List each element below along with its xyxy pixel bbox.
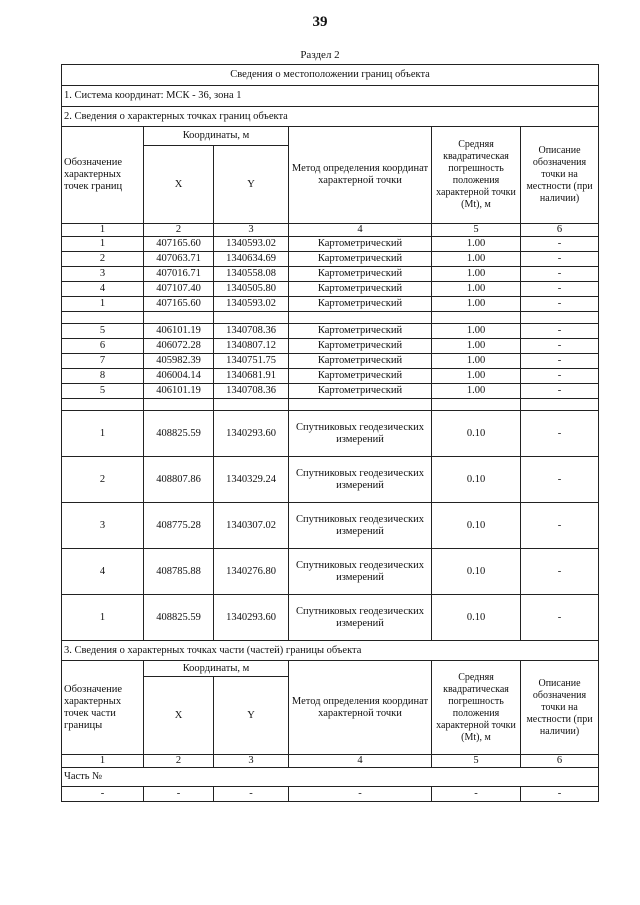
method: Спутниковых геодезических измерений [289, 549, 432, 595]
error: 1.00 [432, 252, 521, 267]
method: Спутниковых геодезических измерений [289, 411, 432, 457]
error: 1.00 [432, 324, 521, 339]
coord-y: 1340593.02 [214, 297, 289, 312]
point-id: 7 [62, 354, 144, 369]
part-header-method: Метод определения координат характерной точки [289, 661, 432, 755]
coord-x: 408807.86 [144, 457, 214, 503]
point-id: 5 [62, 384, 144, 399]
point-id: 1 [62, 411, 144, 457]
point-id: 6 [62, 339, 144, 354]
coord-y: 1340708.36 [214, 384, 289, 399]
description: - [521, 282, 599, 297]
coord-x: 407107.40 [144, 282, 214, 297]
error: 0.10 [432, 503, 521, 549]
column-number: 2 [144, 224, 214, 237]
description: - [521, 252, 599, 267]
header-x: X [144, 146, 214, 224]
coord-x: 406072.28 [144, 339, 214, 354]
coord-y: 1340807.12 [214, 339, 289, 354]
method: Спутниковых геодезических измерений [289, 457, 432, 503]
method: Картометрический [289, 369, 432, 384]
part-header-x: X [144, 677, 214, 755]
error: 0.10 [432, 411, 521, 457]
point-id: 4 [62, 282, 144, 297]
description: - [521, 369, 599, 384]
description: - [521, 297, 599, 312]
coord-x: 408775.28 [144, 503, 214, 549]
empty-cell [144, 399, 214, 411]
description: - [521, 549, 599, 595]
description: - [521, 237, 599, 252]
description: - [521, 384, 599, 399]
coord-system: 1. Система координат: МСК - 36, зона 1 [62, 86, 599, 107]
part-header-designation: Обозначение характерных точек части границы [62, 661, 144, 755]
table-row [62, 237, 599, 252]
coord-y: 1340329.24 [214, 457, 289, 503]
part-points-section-title: 3. Сведения о характерных точках части (частей) границы объекта [62, 641, 599, 661]
empty-cell [62, 312, 144, 324]
column-number: 1 [62, 224, 144, 237]
coord-y: 1340307.02 [214, 503, 289, 549]
point-id: 2 [62, 252, 144, 267]
point-id: 1 [62, 297, 144, 312]
coord-x: 407016.71 [144, 267, 214, 282]
error: 1.00 [432, 339, 521, 354]
column-number: 3 [214, 755, 289, 768]
empty-cell [521, 312, 599, 324]
coord-y: 1340751.75 [214, 354, 289, 369]
boundary-table [61, 64, 599, 802]
error: 1.00 [432, 267, 521, 282]
column-number: 5 [432, 224, 521, 237]
method: Картометрический [289, 324, 432, 339]
coord-x: 406004.14 [144, 369, 214, 384]
part-x: - [144, 787, 214, 802]
error: 0.10 [432, 595, 521, 641]
column-number: 2 [144, 755, 214, 768]
part-data-row [62, 787, 599, 802]
description: - [521, 339, 599, 354]
empty-cell [432, 312, 521, 324]
method: Картометрический [289, 252, 432, 267]
spacer-row [62, 399, 599, 411]
header-description: Описание обозначения точки на местности (при наличии) [521, 127, 599, 224]
part-header-description: Описание обозначения точки на местности (при наличии) [521, 661, 599, 755]
description: - [521, 324, 599, 339]
table-row [62, 354, 599, 369]
point-id: 2 [62, 457, 144, 503]
table-row [62, 252, 599, 267]
coord-x: 407165.60 [144, 297, 214, 312]
error: 1.00 [432, 369, 521, 384]
page-number: 39 [312, 14, 328, 30]
part-header-coordinates: Координаты, м [144, 661, 289, 677]
part-id: - [62, 787, 144, 802]
empty-cell [289, 399, 432, 411]
error: 1.00 [432, 297, 521, 312]
table-row [62, 549, 599, 595]
coord-y: 1340505.80 [214, 282, 289, 297]
description: - [521, 267, 599, 282]
spacer-row [62, 312, 599, 324]
method: Картометрический [289, 354, 432, 369]
error: 1.00 [432, 282, 521, 297]
error: 0.10 [432, 457, 521, 503]
empty-cell [289, 312, 432, 324]
coord-x: 408825.59 [144, 411, 214, 457]
part-header-error: Средняя квадратическая погрешность положения характерной точки (Mt), м [432, 661, 521, 755]
table-row [62, 297, 599, 312]
part-error: - [432, 787, 521, 802]
error: 1.00 [432, 384, 521, 399]
column-number: 1 [62, 755, 144, 768]
table-row [62, 595, 599, 641]
coord-y: 1340276.80 [214, 549, 289, 595]
method: Картометрический [289, 237, 432, 252]
header-error: Средняя квадратическая погрешность положения характерной точки (Mt), м [432, 127, 521, 224]
coord-y: 1340593.02 [214, 237, 289, 252]
point-id: 1 [62, 595, 144, 641]
point-id: 8 [62, 369, 144, 384]
header-coordinates: Координаты, м [144, 127, 289, 146]
section-title: Раздел 2 [300, 49, 340, 61]
table-row [62, 369, 599, 384]
method: Картометрический [289, 297, 432, 312]
point-id: 1 [62, 237, 144, 252]
table-row [62, 411, 599, 457]
error: 1.00 [432, 237, 521, 252]
method: Спутниковых геодезических измерений [289, 503, 432, 549]
coord-x: 407063.71 [144, 252, 214, 267]
part-header-y: Y [214, 677, 289, 755]
description: - [521, 595, 599, 641]
header-method: Метод определения координат характерной точки [289, 127, 432, 224]
table-row [62, 324, 599, 339]
empty-cell [521, 399, 599, 411]
coord-y: 1340293.60 [214, 411, 289, 457]
method: Картометрический [289, 267, 432, 282]
empty-cell [214, 399, 289, 411]
coord-x: 406101.19 [144, 324, 214, 339]
header-y: Y [214, 146, 289, 224]
empty-cell [214, 312, 289, 324]
method: Спутниковых геодезических измерений [289, 595, 432, 641]
table-row [62, 339, 599, 354]
coord-x: 408825.59 [144, 595, 214, 641]
table-row [62, 384, 599, 399]
point-id: 3 [62, 503, 144, 549]
table-title: Сведения о местоположении границ объекта [62, 65, 599, 86]
coord-y: 1340681.91 [214, 369, 289, 384]
part-method: - [289, 787, 432, 802]
column-number: 4 [289, 224, 432, 237]
part-label: Часть № [62, 768, 599, 787]
coord-y: 1340708.36 [214, 324, 289, 339]
coord-x: 406101.19 [144, 384, 214, 399]
method: Картометрический [289, 384, 432, 399]
table-row [62, 267, 599, 282]
part-desc: - [521, 787, 599, 802]
coord-x: 407165.60 [144, 237, 214, 252]
header-designation: Обозначение характерных точек границ [62, 127, 144, 224]
part-column-numbers-row [62, 755, 599, 768]
table-row [62, 457, 599, 503]
point-id: 3 [62, 267, 144, 282]
error: 0.10 [432, 549, 521, 595]
column-numbers-row [62, 224, 599, 237]
column-number: 6 [521, 755, 599, 768]
coord-y: 1340293.60 [214, 595, 289, 641]
description: - [521, 457, 599, 503]
coord-x: 408785.88 [144, 549, 214, 595]
table-row [62, 503, 599, 549]
description: - [521, 411, 599, 457]
coord-y: 1340634.69 [214, 252, 289, 267]
empty-cell [144, 312, 214, 324]
empty-cell [62, 399, 144, 411]
column-number: 4 [289, 755, 432, 768]
column-number: 6 [521, 224, 599, 237]
method: Картометрический [289, 339, 432, 354]
coord-x: 405982.39 [144, 354, 214, 369]
description: - [521, 354, 599, 369]
point-id: 5 [62, 324, 144, 339]
column-number: 3 [214, 224, 289, 237]
empty-cell [432, 399, 521, 411]
points-section-title: 2. Сведения о характерных точках границ объекта [62, 107, 599, 127]
coord-y: 1340558.08 [214, 267, 289, 282]
description: - [521, 503, 599, 549]
method: Картометрический [289, 282, 432, 297]
error: 1.00 [432, 354, 521, 369]
table-row [62, 282, 599, 297]
part-y: - [214, 787, 289, 802]
point-id: 4 [62, 549, 144, 595]
column-number: 5 [432, 755, 521, 768]
